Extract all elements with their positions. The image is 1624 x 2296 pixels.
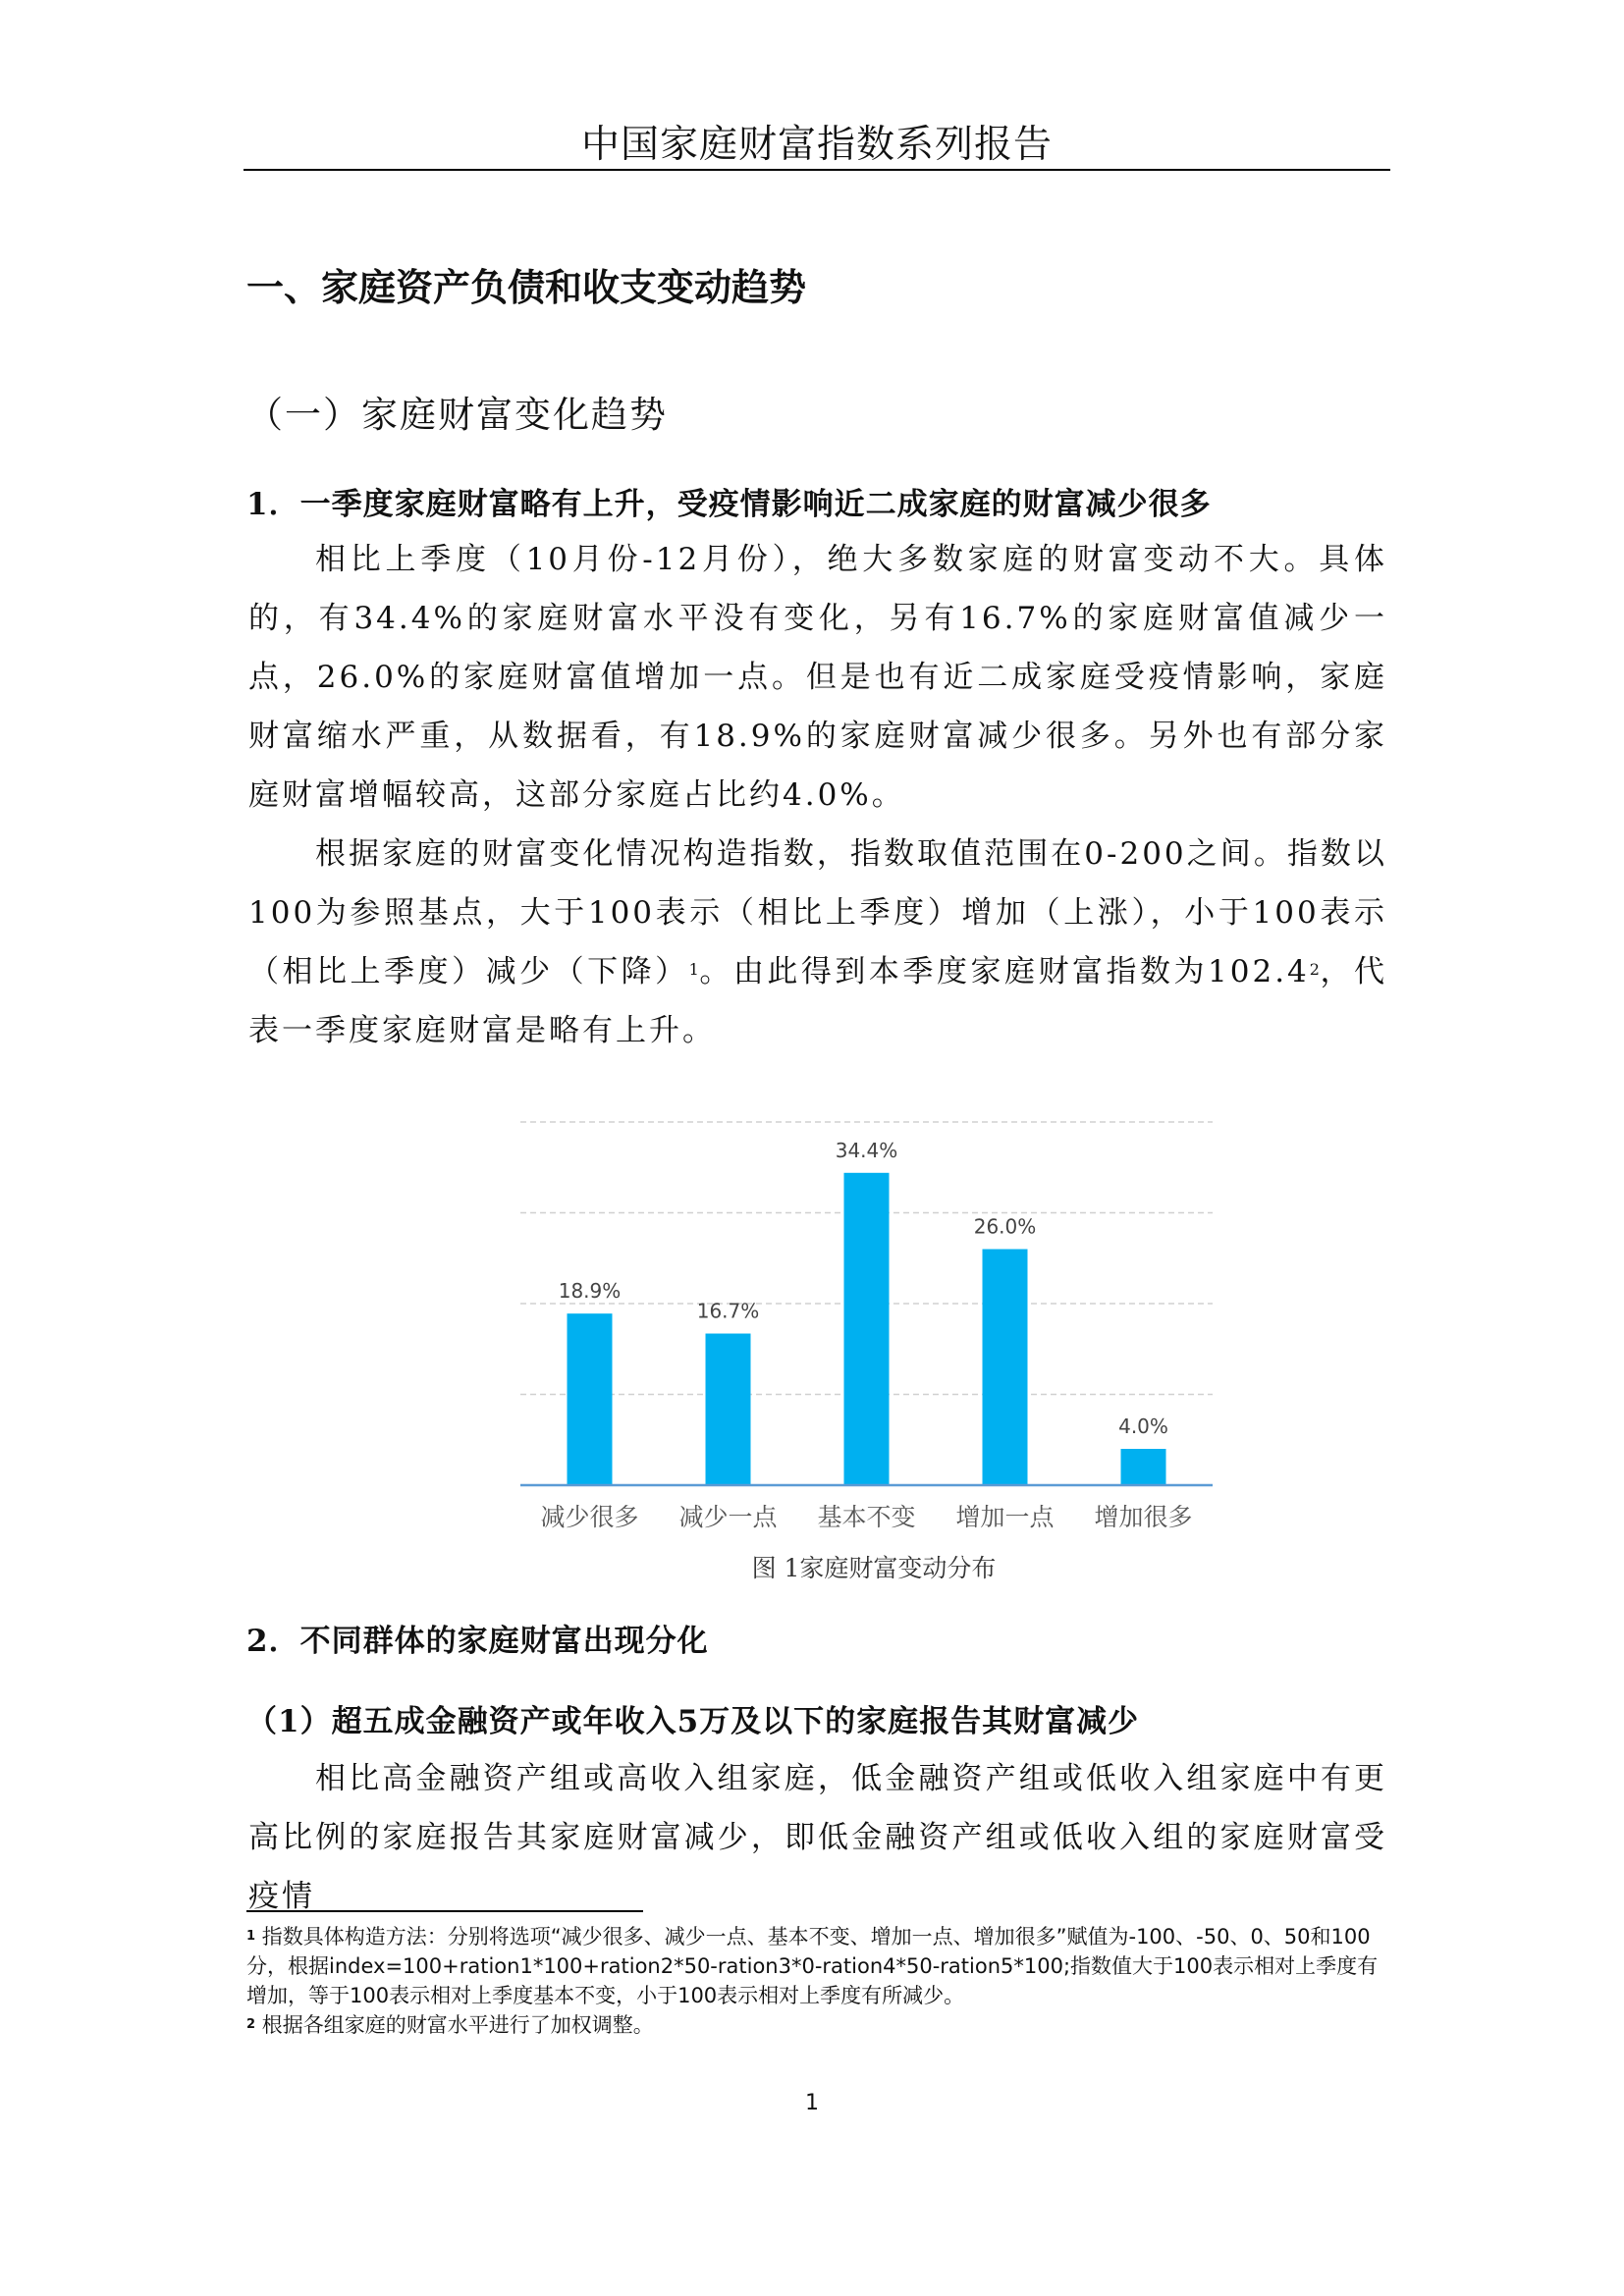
- section-heading: 一、家庭资产负债和收支变动趋势: [246, 265, 807, 309]
- footnote-1-mark: 1: [246, 1929, 256, 1944]
- x-tick-label-3: 基本不变: [817, 1503, 916, 1531]
- bar-3: [844, 1173, 890, 1485]
- footnote-2-text: 根据各组家庭的财富水平进行了加权调整。: [261, 2013, 654, 2037]
- point-heading-1: 1．一季度家庭财富略有上升，受疫情影响近二成家庭的财富减少很多: [246, 487, 1212, 522]
- point-heading-2: 2．不同群体的家庭财富出现分化: [246, 1624, 709, 1659]
- bar-1: [568, 1313, 613, 1485]
- bar-4: [983, 1250, 1028, 1486]
- wealth-change-bar-chart: [520, 1099, 1227, 1590]
- footnote-1-text: 指数具体构造方法：分别将选项“减少很多、减少一点、基本不变、增加一点、增加很多”赋值为-100、-50、0、50和100分，根据index=100+ration1*100+ration2*50-ration3*0-ration4*50-ration5*100;指数值大于100表示相对上季度有增加，等于100表示相对上季度基本不变，小于100表示相对上季度有所减少。: [246, 1925, 1379, 2007]
- data-label-2: 16.7%: [696, 1299, 760, 1323]
- paragraph-2: [248, 825, 1387, 1060]
- paragraph-3: 相比高金融资产组或高收入组家庭，低金融资产组或低收入组家庭中有更高比例的家庭报告其家庭财富减少，即低金融资产组或低收入组的家庭财富受疫情: [248, 1761, 1387, 1914]
- bar-5: [1121, 1449, 1166, 1485]
- subsection-heading: （一）家庭财富变化趋势: [246, 394, 668, 436]
- chart-bars: [568, 1173, 1166, 1485]
- footnote-ref-1: 1: [688, 960, 699, 979]
- data-label-1: 18.9%: [558, 1279, 622, 1304]
- x-tick-label-5: 增加很多: [1094, 1503, 1193, 1531]
- data-label-5: 4.0%: [1118, 1415, 1168, 1438]
- paragraph-2-text-a: 根据家庭的财富变化情况构造指数，指数取值范围在0-200之间。指数以100为参照基点，大于100表示（相比上季度）增加（上涨），小于100表示（相比上季度）减少（下降）: [248, 836, 1387, 989]
- page-number: 1: [805, 2091, 819, 2115]
- running-header: 中国家庭财富指数系列报告: [580, 123, 1053, 167]
- footnote-separator: [246, 1910, 643, 1912]
- footnote-ref-2: 2: [1309, 960, 1320, 979]
- x-tick-label-4: 增加一点: [955, 1503, 1055, 1531]
- x-tick-label-2: 减少一点: [678, 1503, 778, 1531]
- paragraph-2-text-b: 。由此得到本季度家庭财富指数为102.4: [698, 954, 1310, 989]
- data-label-3: 34.4%: [835, 1138, 898, 1162]
- header-rule: [244, 169, 1390, 171]
- paragraph-2-text-c: ，代表一季度家庭财富是略有上升。: [248, 954, 1388, 1048]
- footnote-1: [246, 1922, 1391, 2010]
- bar-2: [706, 1334, 751, 1485]
- footnote-2: [246, 2010, 1391, 2040]
- point-heading-3: （1）超五成金融资产或年收入5万及以下的家庭报告其财富减少: [246, 1704, 1140, 1739]
- x-tick-label-1: 减少很多: [540, 1503, 639, 1531]
- paragraph-1: 相比上季度（10月份-12月份），绝大多数家庭的财富变动不大。具体的，有34.4%的家庭财富水平没有变化，另有16.7%的家庭财富值减少一点，26.0%的家庭财富值增加一点。但是也有近二成家庭受疫情影响，家庭财富缩水严重，从数据看，有18.9%的家庭财富减少很多。另外也有部分家庭财富增幅较高，这部分家庭占比约4.0%。: [248, 542, 1387, 813]
- footnote-2-mark: 2: [246, 2017, 256, 2032]
- figure-caption: 图 1家庭财富变动分布: [751, 1554, 997, 1582]
- footnotes: [246, 1922, 1391, 2040]
- data-label-4: 26.0%: [973, 1214, 1037, 1239]
